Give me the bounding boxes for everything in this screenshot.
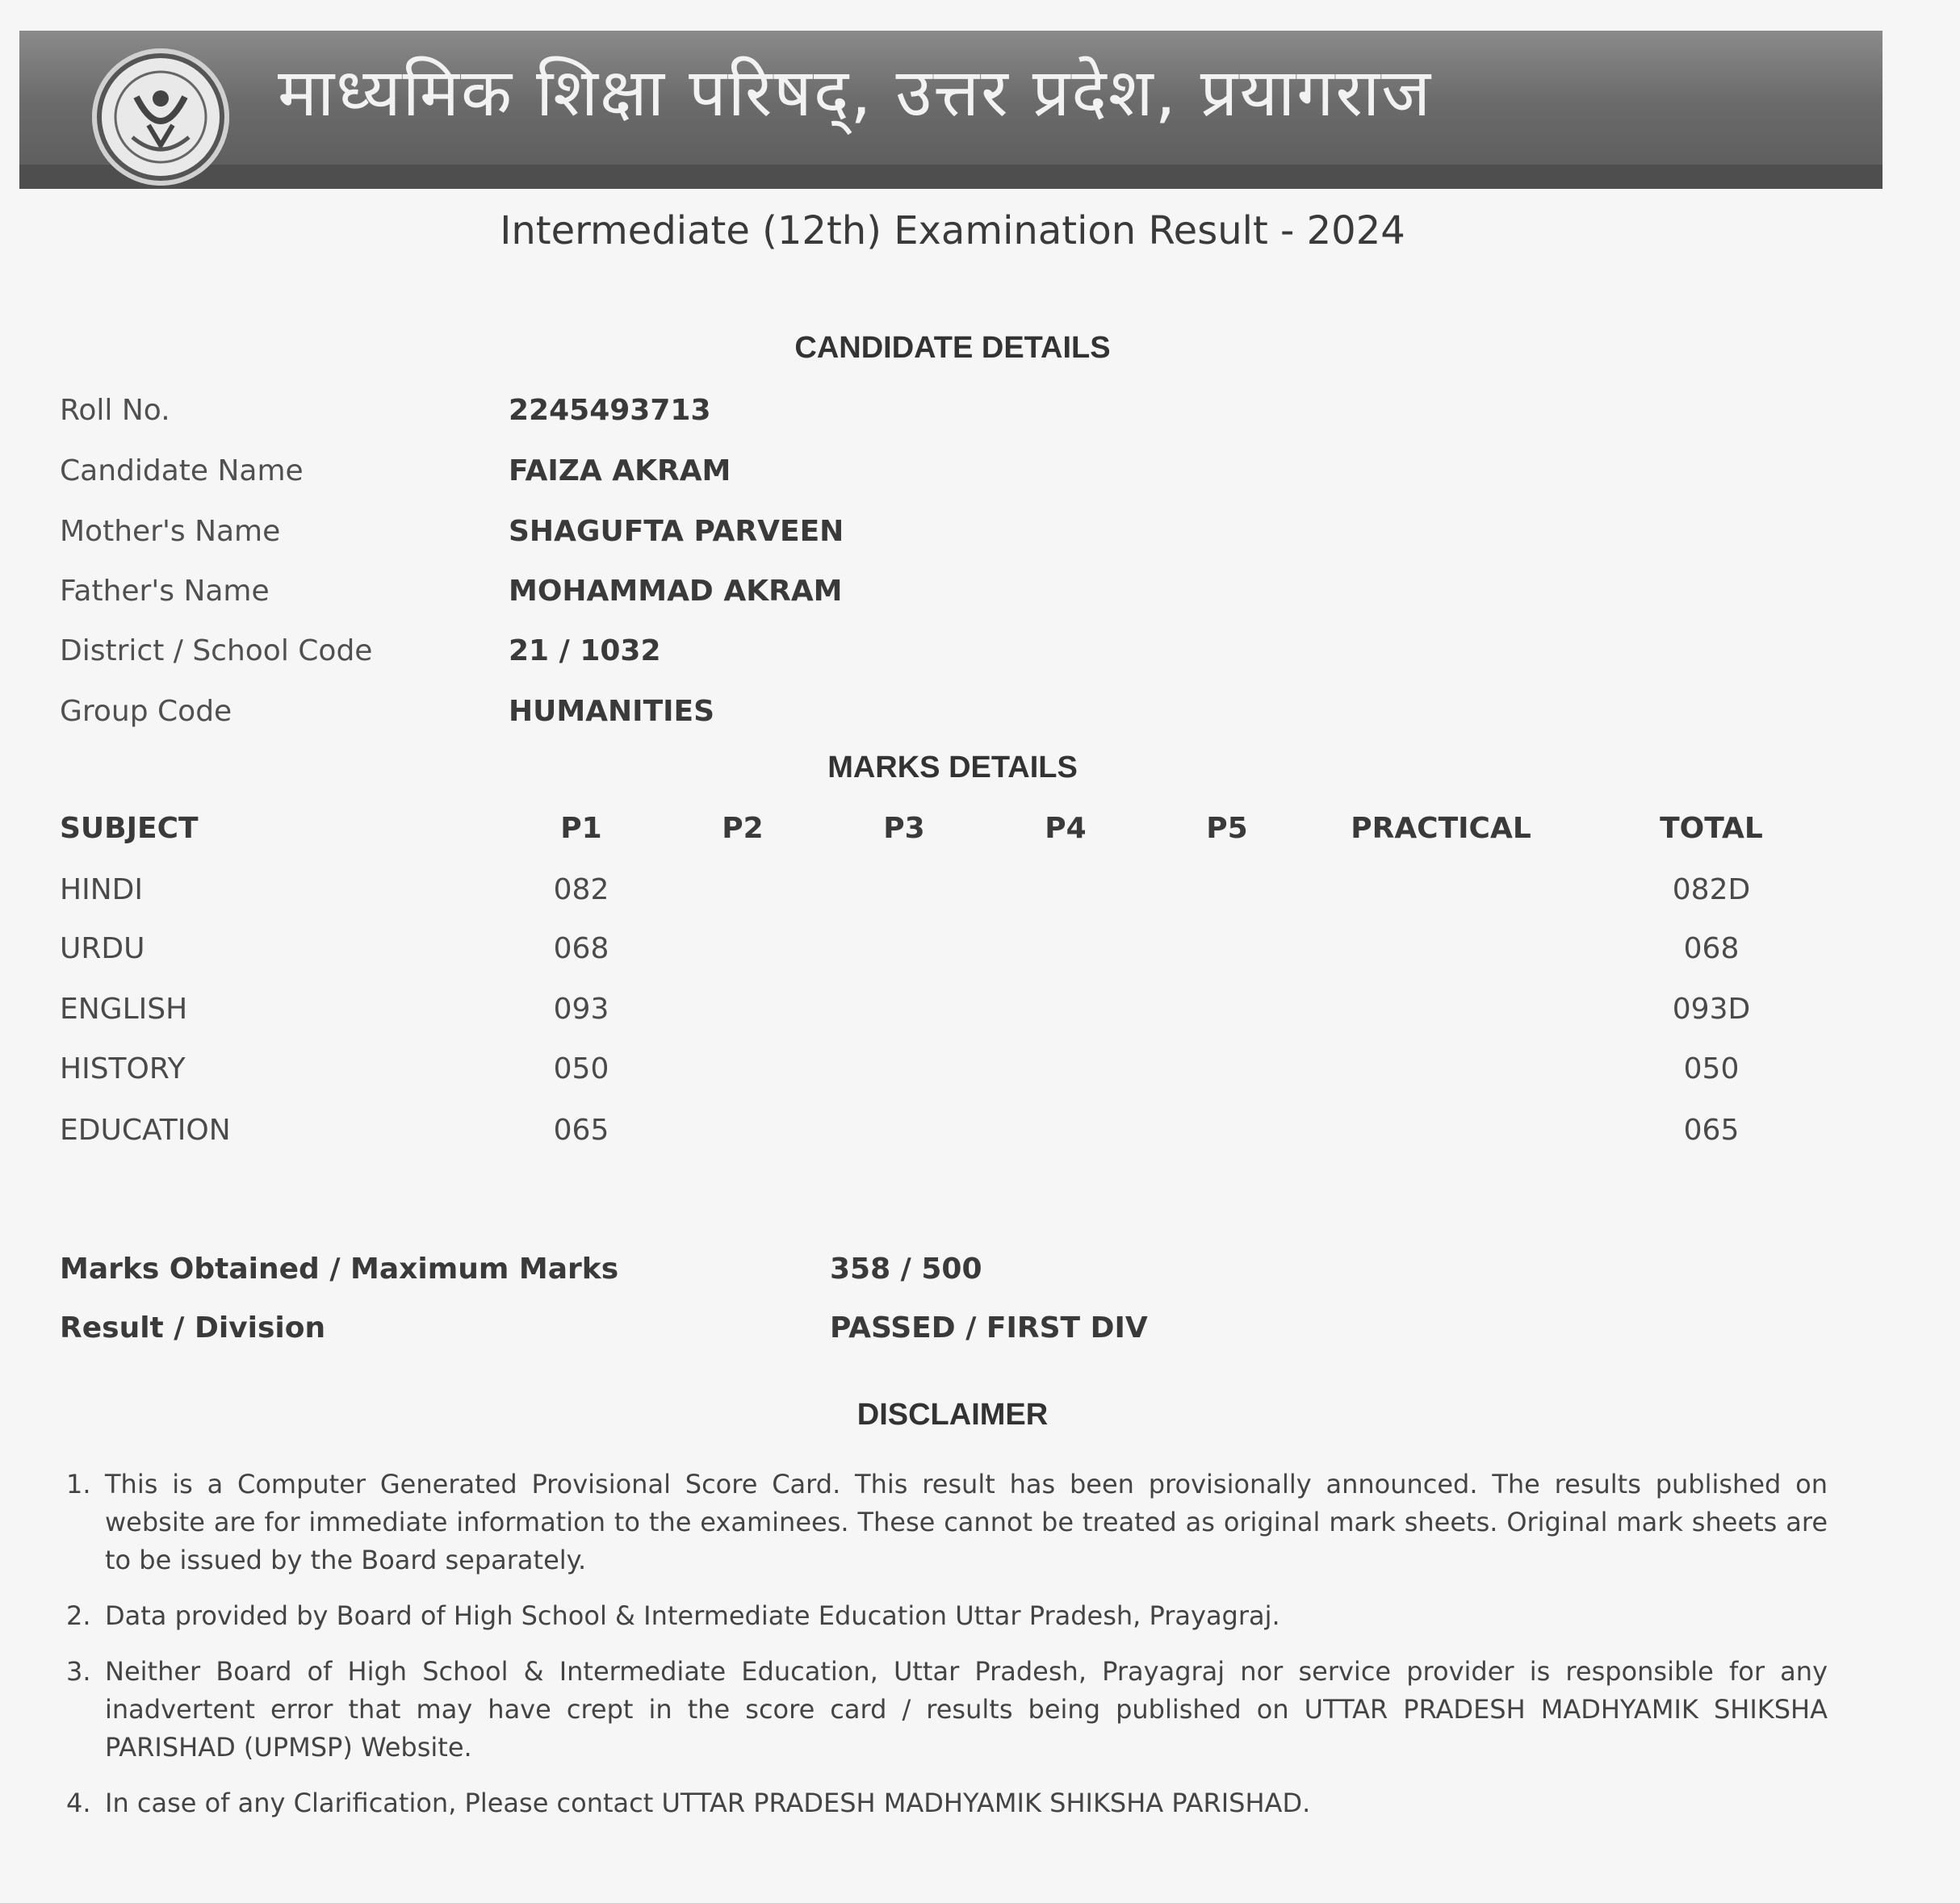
hindi-total: 082D (1672, 873, 1751, 906)
candidate-name-label: Candidate Name (60, 454, 304, 487)
disclaimer-item-text: Neither Board of High School & Intermediate Education, Uttar Pradesh, Prayagraj nor service provider is responsible for any inadvertent error that may have crept in the score card / results being published on UTTAR PRADESH MADHYAMIK SHIKSHA PARISHAD (UPMSP) Website. (105, 1656, 1828, 1763)
disclaimer-item-number: 3. (66, 1656, 91, 1687)
group-code-value: HUMANITIES (509, 695, 715, 728)
col-p5: P5 (1206, 812, 1248, 845)
marks-obtained-value: 358 / 500 (830, 1253, 982, 1286)
subject-hindi: HINDI (60, 873, 143, 906)
mother-name-label: Mother's Name (60, 515, 281, 548)
subject-urdu: URDU (60, 932, 145, 965)
hindi-p1: 082 (553, 873, 609, 906)
col-total: TOTAL (1660, 812, 1763, 845)
up-government-emblem-icon (92, 48, 229, 186)
col-subject: SUBJECT (60, 812, 199, 845)
result-division-value: PASSED / FIRST DIV (830, 1311, 1148, 1345)
english-total: 093D (1672, 993, 1751, 1026)
district-school-code-label: District / School Code (60, 634, 373, 667)
disclaimer-item-text: This is a Computer Generated Provisional Score Card. This result has been provisionally announced. The results published on website are for immediate information to the examinees. These cannot be treated as original mark sheets. Original mark sheets are to be issued by the Board separately. (105, 1469, 1828, 1575)
marks-obtained-label: Marks Obtained / Maximum Marks (60, 1253, 619, 1286)
marks-details-heading: MARKS DETAILS (827, 751, 1078, 784)
education-total: 065 (1683, 1114, 1740, 1147)
group-code-label: Group Code (60, 695, 232, 728)
urdu-p1: 068 (553, 932, 609, 965)
education-p1: 065 (553, 1114, 609, 1147)
disclaimer-list (60, 1466, 1828, 1840)
father-name-value: MOHAMMAD AKRAM (509, 575, 843, 608)
roll-no-value: 2245493713 (509, 394, 711, 427)
col-p3: P3 (883, 812, 925, 845)
urdu-total: 068 (1683, 932, 1740, 965)
subject-education: EDUCATION (60, 1114, 231, 1147)
disclaimer-item (60, 1466, 1828, 1579)
col-p2: P2 (722, 812, 764, 845)
mother-name-value: SHAGUFTA PARVEEN (509, 515, 844, 548)
subject-english: ENGLISH (60, 993, 188, 1026)
candidate-name-value: FAIZA AKRAM (509, 454, 731, 487)
english-p1: 093 (553, 993, 609, 1026)
candidate-details-heading: CANDIDATE DETAILS (794, 331, 1111, 365)
subject-history: HISTORY (60, 1052, 186, 1085)
disclaimer-item (60, 1784, 1828, 1822)
disclaimer-item-text: Data provided by Board of High School & Intermediate Education Uttar Pradesh, Prayagraj. (105, 1600, 1280, 1631)
board-name-hindi: माध्यमिक शिक्षा परिषद्, उत्तर प्रदेश, प्रयागराज (278, 55, 1433, 132)
district-school-code-value: 21 / 1032 (509, 634, 661, 667)
history-p1: 050 (553, 1052, 609, 1085)
col-p1: P1 (560, 812, 602, 845)
history-total: 050 (1683, 1052, 1740, 1085)
col-practical: PRACTICAL (1351, 812, 1531, 845)
exam-title: Intermediate (12th) Examination Result - 2024 (500, 208, 1405, 253)
header-banner (19, 31, 1883, 189)
disclaimer-item-text: In case of any Clarification, Please contact UTTAR PRADESH MADHYAMIK SHIKSHA PARISHAD. (105, 1788, 1311, 1818)
col-p4: P4 (1045, 812, 1087, 845)
result-division-label: Result / Division (60, 1311, 326, 1345)
disclaimer-item (60, 1653, 1828, 1767)
disclaimer-item-number: 4. (66, 1788, 91, 1818)
disclaimer-item (60, 1597, 1828, 1635)
disclaimer-heading: DISCLAIMER (856, 1398, 1049, 1432)
disclaimer-item-number: 2. (66, 1600, 91, 1631)
disclaimer-item-number: 1. (66, 1469, 91, 1499)
roll-no-label: Roll No. (60, 394, 170, 427)
father-name-label: Father's Name (60, 575, 270, 608)
